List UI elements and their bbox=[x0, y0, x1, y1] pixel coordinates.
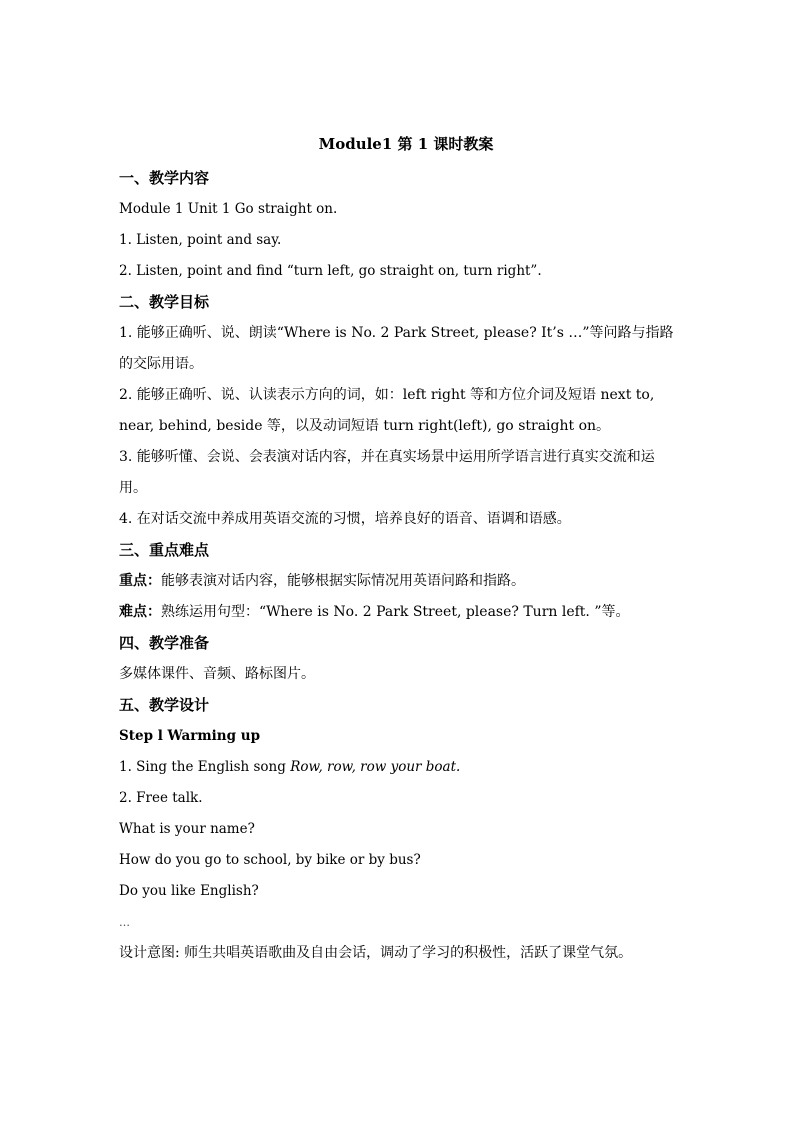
content-line-1: Module 1 Unit 1 Go straight on. bbox=[119, 201, 338, 217]
step-1-line-1-prefix: 1. Sing the English song bbox=[119, 759, 291, 775]
difficulty-label: 难点： bbox=[119, 604, 161, 620]
key-point-line bbox=[119, 566, 679, 597]
step-1-line-1 bbox=[119, 752, 679, 783]
key-point-text: 能够表演对话内容，能够根据实际情况用英语问路和指路。 bbox=[161, 573, 525, 589]
step-1-line-5: Do you like English? bbox=[119, 883, 259, 899]
section-heading-content: 一、教学内容 bbox=[119, 169, 210, 187]
step-1-line-2: 2. Free talk. bbox=[119, 790, 203, 806]
section-heading-objectives: 二、教学目标 bbox=[119, 293, 210, 311]
content-line-3: 2. Listen, point and find “turn left, go straight on, turn right”. bbox=[119, 263, 542, 279]
difficulty-text: 熟练运用句型：“Where is No. 2 Park Street, please? Turn left. ”等。 bbox=[161, 604, 630, 620]
difficulty-line bbox=[119, 597, 679, 628]
preparation-text: 多媒体课件、音频、路标图片。 bbox=[119, 666, 315, 682]
step-1-line-4: How do you go to school, by bike or by bus? bbox=[119, 852, 421, 868]
section-heading-key-points: 三、重点难点 bbox=[119, 541, 210, 559]
section-heading-preparation: 四、教学准备 bbox=[119, 634, 210, 652]
objective-4: 4. 在对话交流中养成用英语交流的习惯，培养良好的语音、语调和语感。 bbox=[119, 511, 571, 527]
step-1-ellipsis: … bbox=[119, 916, 130, 929]
step-1-heading: Step l Warming up bbox=[119, 728, 261, 744]
key-point-label: 重点： bbox=[119, 573, 161, 589]
lesson-plan-content bbox=[119, 132, 679, 969]
step-1-line-3: What is your name? bbox=[119, 821, 255, 837]
page-title: Module1 第 1 课时教案 bbox=[318, 135, 494, 153]
song-title: Row, row, row your boat. bbox=[290, 759, 461, 775]
objective-1: 1. 能够正确听、说、朗读“Where is No. 2 Park Street, please? It’s …”等问路与指路的交际用语。 bbox=[119, 325, 674, 372]
objective-2: 2. 能够正确听、说、认读表示方向的词，如：left right 等和方位介词及短语 next to, near, behind, beside 等，以及动词短语 turn right(left), go straight on。 bbox=[119, 387, 655, 434]
section-heading-design: 五、教学设计 bbox=[119, 696, 210, 714]
objective-3: 3. 能够听懂、会说、会表演对话内容，并在真实场景中运用所学语言进行真实交流和运用。 bbox=[119, 449, 655, 496]
content-line-2: 1. Listen, point and say. bbox=[119, 232, 282, 248]
design-intent: 设计意图: 师生共唱英语歌曲及自由会话，调动了学习的积极性，活跃了课堂气氛。 bbox=[119, 945, 633, 961]
